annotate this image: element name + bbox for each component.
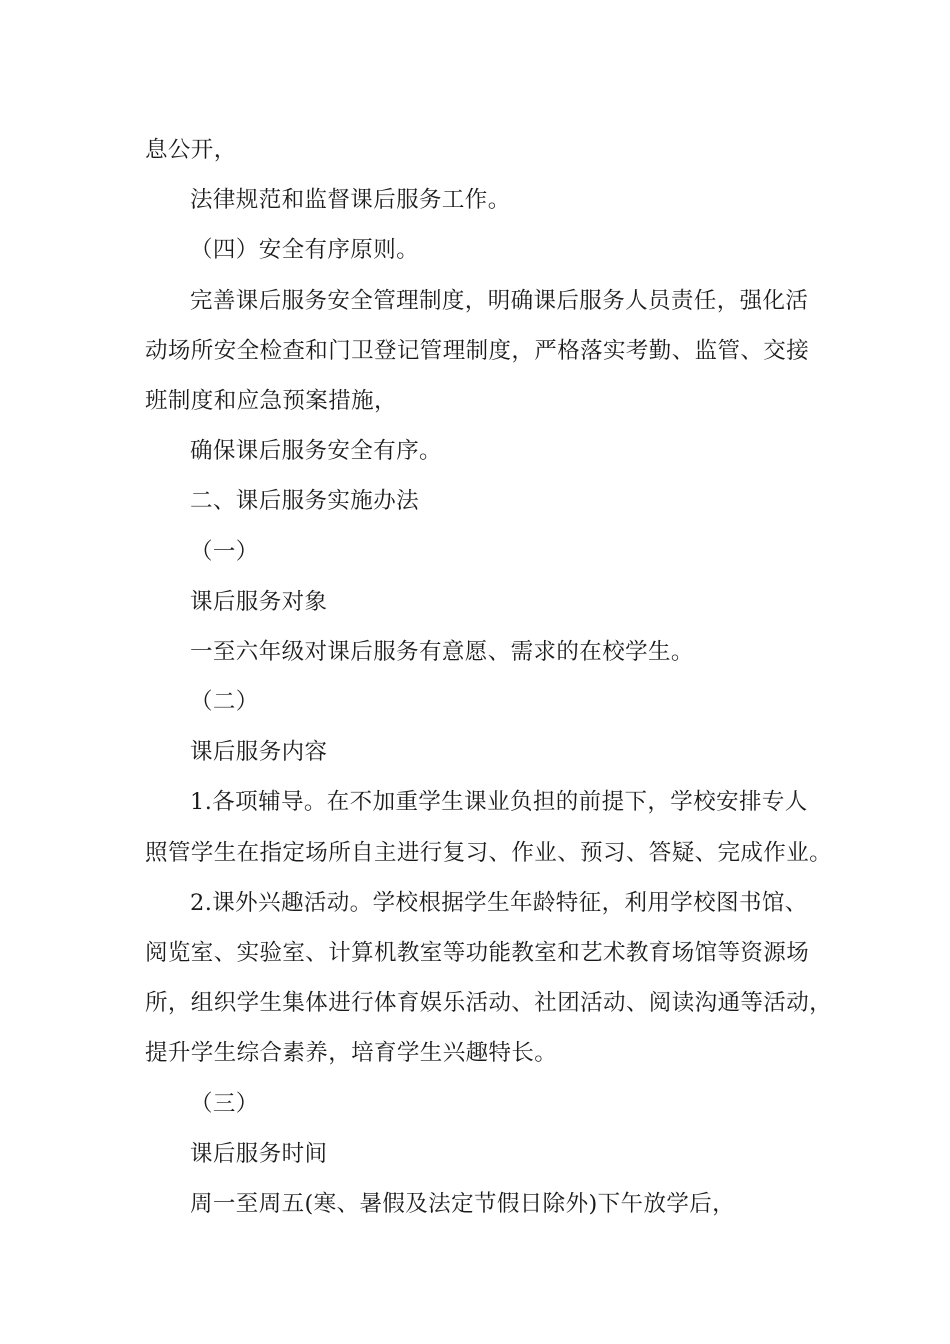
text-line: 动场所安全检查和门卫登记管理制度，严格落实考勤、监管、交接 bbox=[145, 337, 810, 364]
text-line: 照管学生在指定场所自主进行复习、作业、预习、答疑、完成作业。 bbox=[145, 839, 833, 866]
text-line: 所，组织学生集体进行体育娱乐活动、社团活动、阅读沟通等活动， bbox=[145, 990, 833, 1017]
subsection-title: 课后服务对象 bbox=[190, 588, 328, 615]
text-line: 班制度和应急预案措施， bbox=[145, 387, 397, 414]
subsection-number: （一） bbox=[190, 538, 259, 565]
document-body bbox=[145, 125, 835, 1229]
text-line: 息公开， bbox=[145, 137, 237, 163]
subsection-title: 课后服务内容 bbox=[190, 739, 328, 766]
text-line: 2.课外兴趣活动。学校根据学生年龄特征，利用学校图书馆、 bbox=[190, 889, 808, 916]
subsection-number: （三） bbox=[190, 1090, 259, 1117]
subsection-number: （二） bbox=[190, 689, 259, 716]
text-line: 完善课后服务安全管理制度，明确课后服务人员责任，强化活 bbox=[190, 287, 809, 314]
text-line: 1.各项辅导。在不加重学生课业负担的前提下，学校安排专人 bbox=[190, 789, 808, 816]
text-line: 周一至周五(寒、暑假及法定节假日除外)下午放学后， bbox=[190, 1190, 736, 1217]
text-line: 阅览室、实验室、计算机教室等功能教室和艺术教育场馆等资源场 bbox=[145, 940, 810, 966]
subsection-title: 课后服务时间 bbox=[190, 1140, 328, 1167]
text-line: 一至六年级对课后服务有意愿、需求的在校学生。 bbox=[190, 638, 694, 665]
section-heading: 二、课后服务实施办法 bbox=[190, 488, 420, 515]
text-line: 提升学生综合素养，培育学生兴趣特长。 bbox=[145, 1040, 558, 1067]
section-heading: （四）安全有序原则。 bbox=[190, 237, 420, 264]
text-line: 确保课后服务安全有序。 bbox=[190, 438, 442, 465]
text-line: 法律规范和监督课后服务工作。 bbox=[190, 187, 511, 214]
